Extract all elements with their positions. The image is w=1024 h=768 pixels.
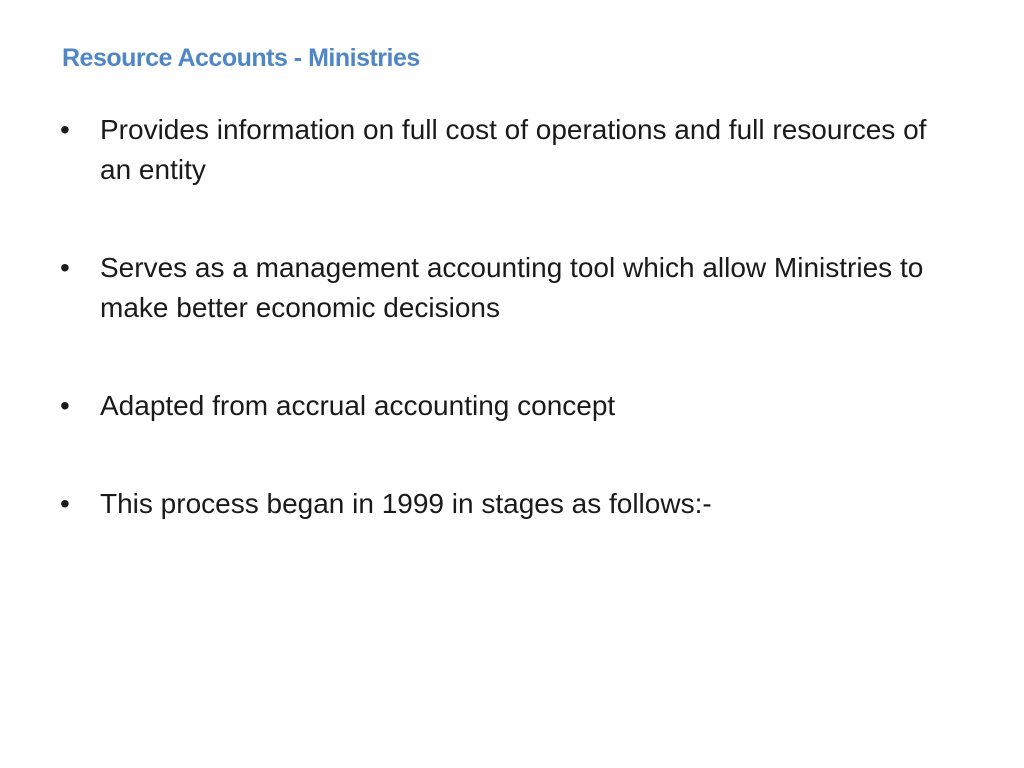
bullet-icon: • <box>60 252 70 283</box>
bullet-item <box>60 110 960 190</box>
bullet-text: This process began in 1999 in stages as follows:- <box>100 488 712 519</box>
bullet-icon: • <box>60 114 70 145</box>
bullet-icon: • <box>60 390 70 421</box>
bullet-icon: • <box>60 488 70 519</box>
bullet-item <box>60 484 960 524</box>
bullet-item <box>60 248 960 328</box>
bullet-text: Serves as a management accounting tool which allow Ministries to make better economic decisions <box>100 252 924 323</box>
slide-title: Resource Accounts - Ministries <box>62 44 420 72</box>
bullet-item <box>60 386 960 426</box>
bullet-list <box>60 110 960 524</box>
bullet-text: Provides information on full cost of operations and full resources of an entity <box>100 114 927 185</box>
bullet-text: Adapted from accrual accounting concept <box>100 390 616 421</box>
